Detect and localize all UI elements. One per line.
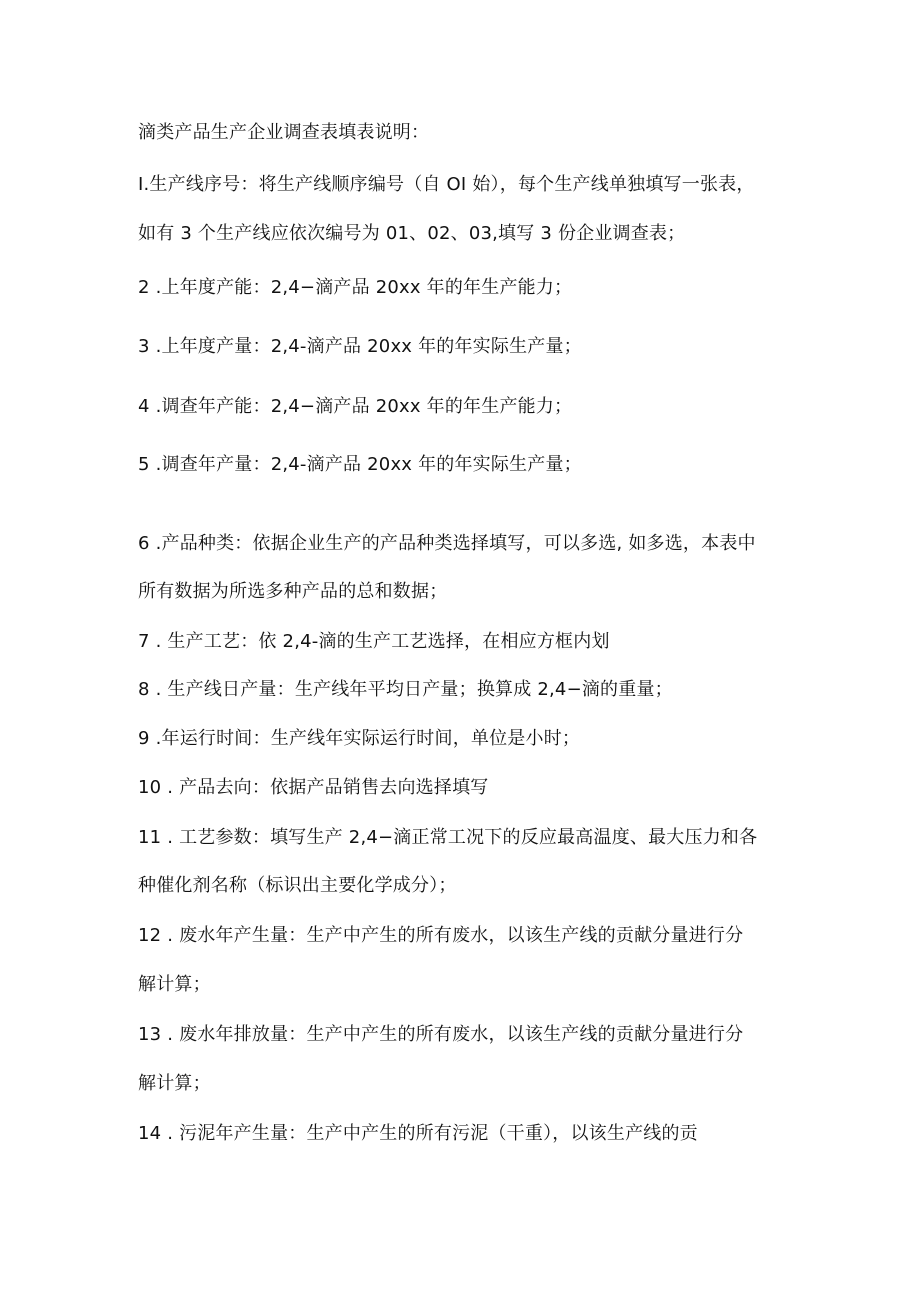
document-title: 滴类产品生产企业调查表填表说明： xyxy=(138,122,430,143)
item-6-line-2: 所有数据为所选多种产品的总和数据； xyxy=(138,581,448,602)
item-9-line-1: 9 .年运行时间：生产线年实际运行时间，单位是小时； xyxy=(138,728,581,749)
item-1-line-2: 如有 3 个生产线应依次编号为 01、02、03,填写 3 份企业调查表； xyxy=(138,223,686,244)
item-6-line-1: 6 .产品种类：依据企业生产的产品种类选择填写，可以多选, 如多选，本表中 xyxy=(138,533,756,554)
item-5-line-1: 5 .调查年产量：2,4-滴产品 20xx 年的年实际生产量； xyxy=(138,454,582,475)
item-12-line-1: 12 . 废水年产生量：生产中产生的所有废水，以该生产线的贡献分量进行分 xyxy=(138,925,744,946)
item-3-line-1: 3 .上年度产量：2,4-滴产品 20xx 年的年实际生产量； xyxy=(138,336,582,357)
item-8-line-1: 8 . 生产线日产量：生产线年平均日产量；换算成 2,4−滴的重量； xyxy=(138,679,673,700)
item-11-line-1: 11 . 工艺参数：填写生产 2,4−滴正常工况下的反应最高温度、最大压力和各 xyxy=(138,827,758,848)
item-14-line-1: 14 . 污泥年产生量：生产中产生的所有污泥（干重），以该生产线的贡 xyxy=(138,1123,698,1144)
item-10-line-1: 10 . 产品去向：依据产品销售去向选择填写 xyxy=(138,777,489,798)
item-13-line-2: 解计算； xyxy=(138,1073,211,1094)
item-4-line-1: 4 .调查年产能：2,4−滴产品 20xx 年的年生产能力； xyxy=(138,396,573,417)
item-11-line-2: 种催化剂名称（标识出主要化学成分）； xyxy=(138,875,457,896)
item-12-line-2: 解计算； xyxy=(138,974,211,995)
item-1-line-1: I.生产线序号：将生产线顺序编号（自 OI 始），每个生产线单独填写一张表， xyxy=(138,174,755,195)
item-2-line-1: 2 .上年度产能：2,4−滴产品 20xx 年的年生产能力； xyxy=(138,277,573,298)
item-13-line-1: 13 . 废水年排放量：生产中产生的所有废水，以该生产线的贡献分量进行分 xyxy=(138,1024,744,1045)
item-7-line-1: 7 . 生产工艺：依 2,4-滴的生产工艺选择，在相应方框内划 xyxy=(138,631,610,652)
